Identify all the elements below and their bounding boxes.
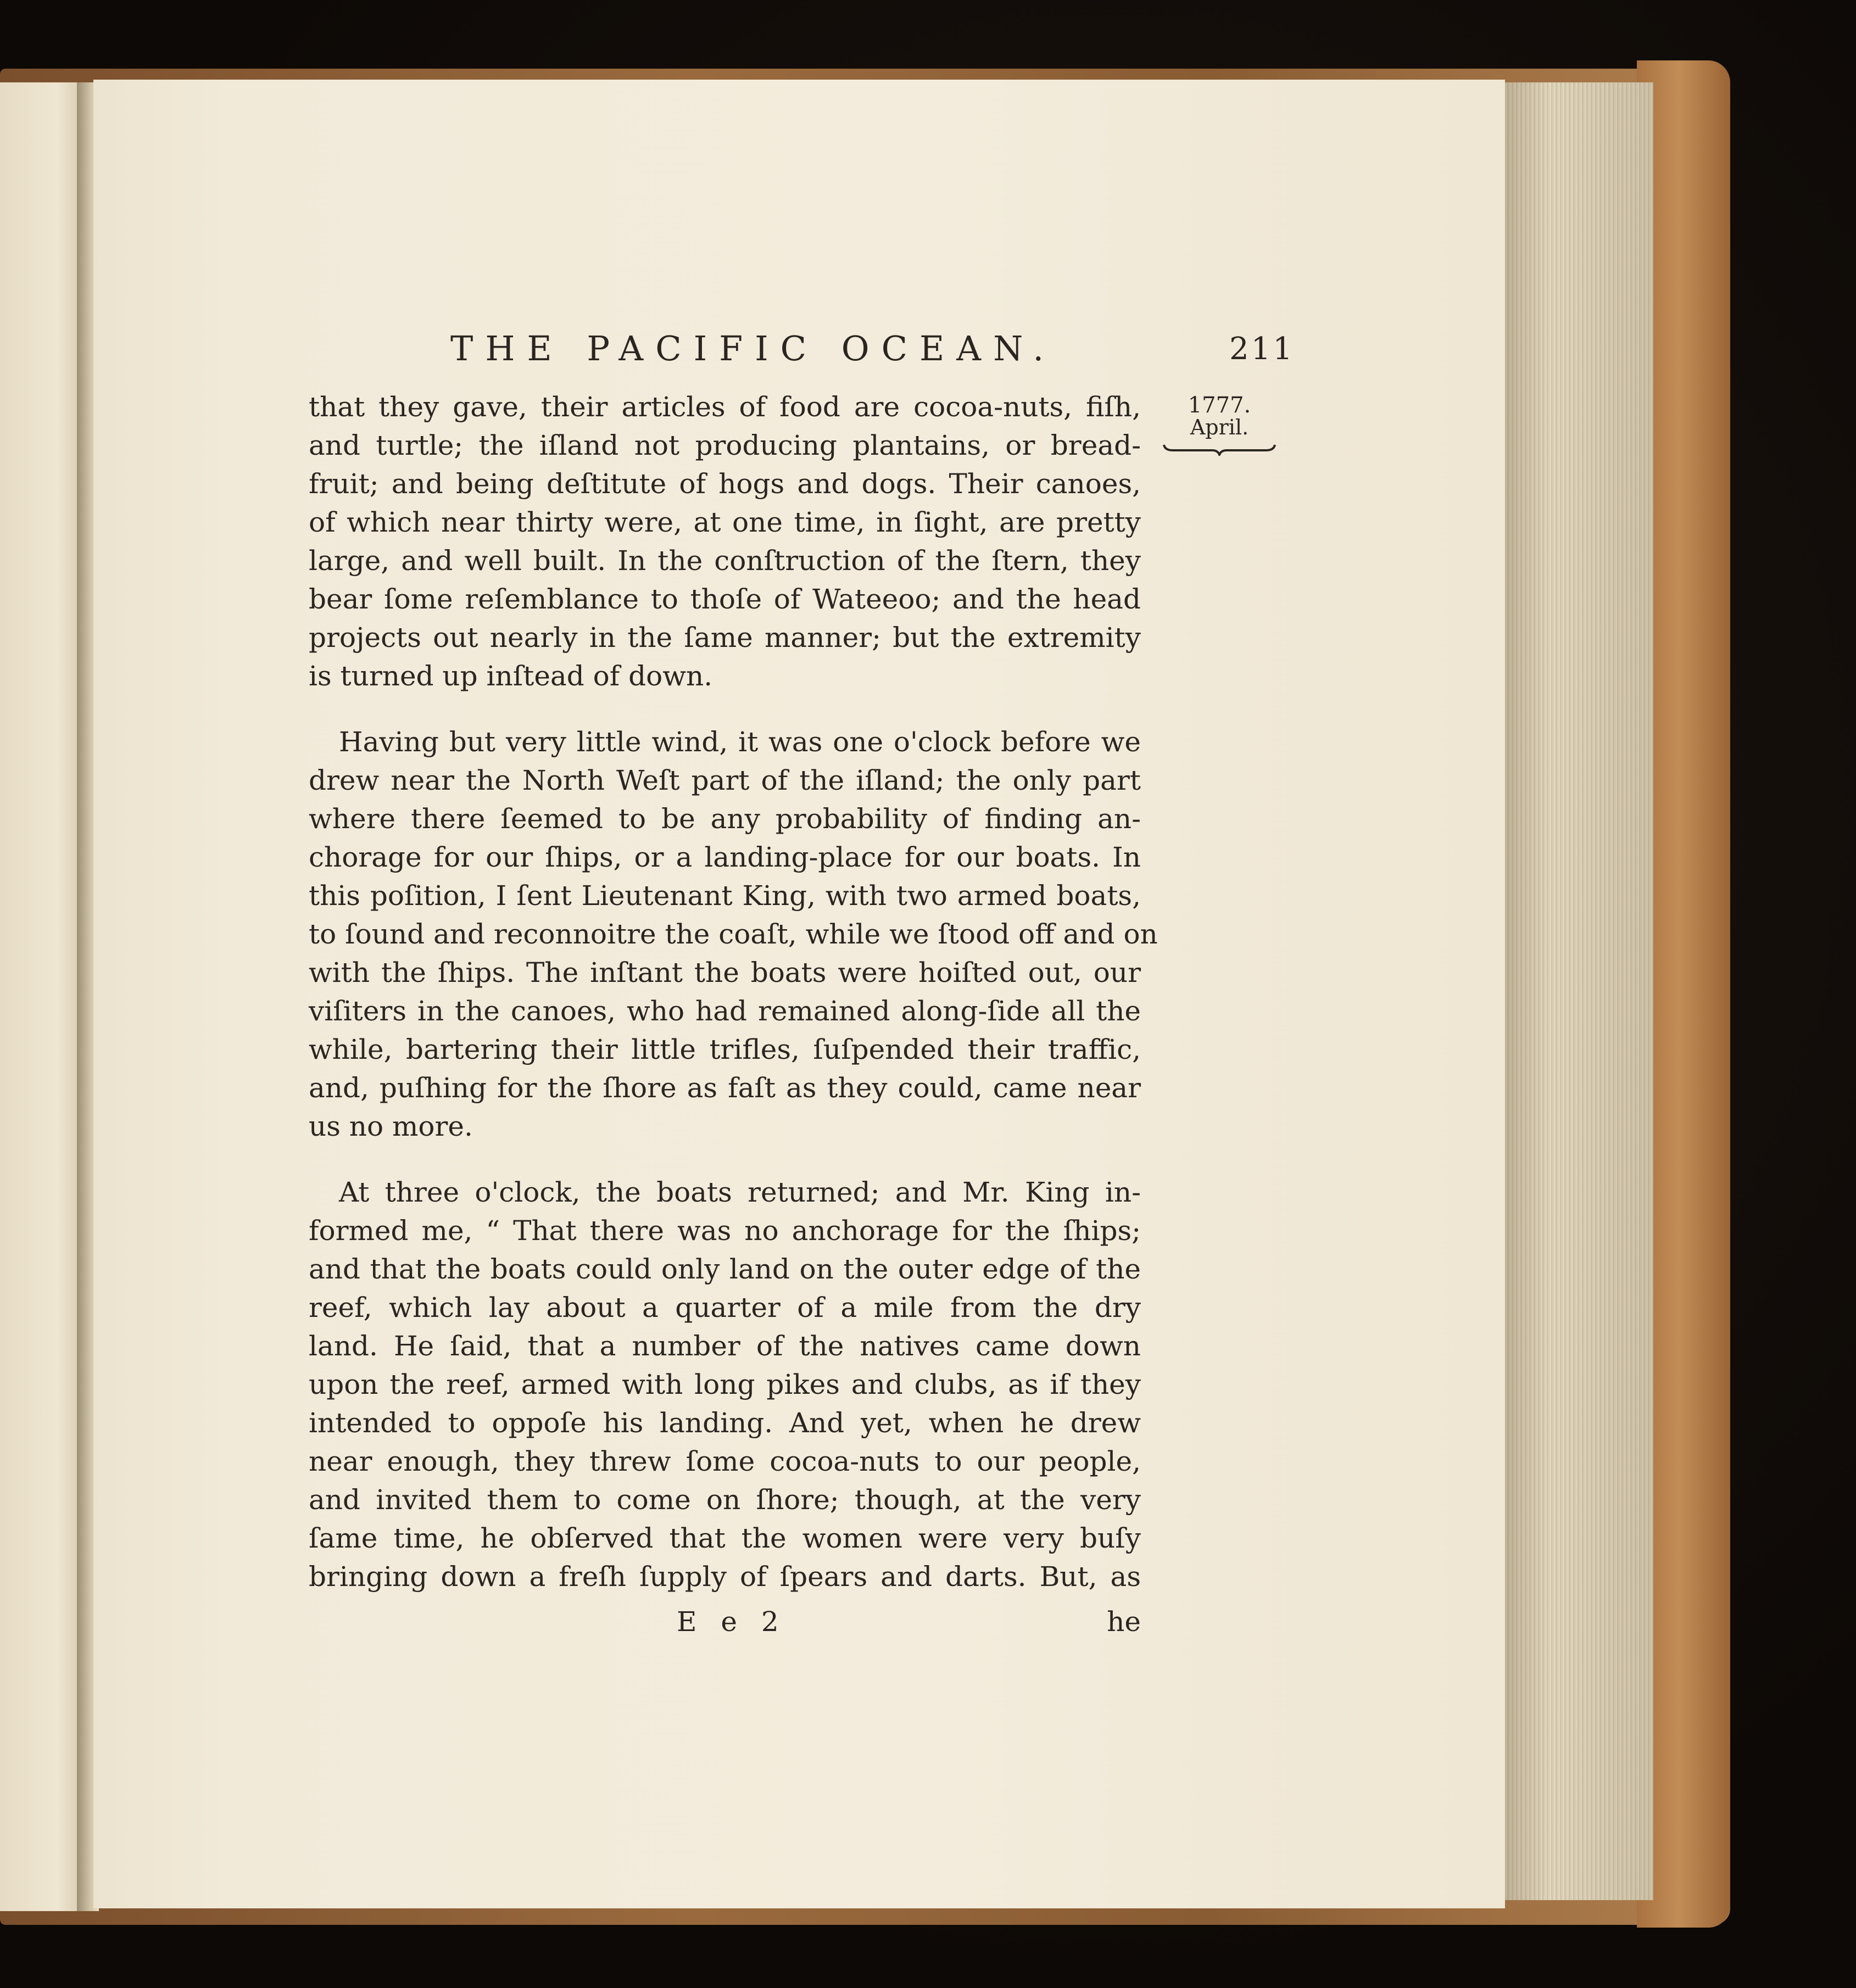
margin-month: April. xyxy=(1190,415,1249,439)
text-line: fruit; and being deſtitute of hogs and dogs. Their canoes, xyxy=(309,468,1141,500)
text-line: us no more. xyxy=(309,1110,473,1142)
brace-icon xyxy=(1162,443,1277,456)
text-line: and, puſhing for the ſhore as faſt as they could, came near xyxy=(309,1072,1141,1104)
text-line: while, bartering their little trifles, ſuſpended their traffic, xyxy=(309,1034,1141,1065)
margin-note xyxy=(1159,394,1280,456)
text-line: where there ſeemed to be any probability of finding an- xyxy=(309,803,1141,835)
text-line: Having but very little wind, it was one o'clock before we xyxy=(339,726,1141,758)
text-line: and that the boats could only land on the outer edge of the xyxy=(309,1253,1141,1285)
running-head: THE PACIFIC OCEAN. xyxy=(450,328,1056,368)
text-line: bear ſome reſemblance to thoſe of Wateeoo; and the head xyxy=(309,583,1141,615)
paragraph-3 xyxy=(309,1173,1141,1596)
text-line: is turned up inſtead of down. xyxy=(309,660,713,692)
text-line: reef, which lay about a quarter of a mile from the dry xyxy=(309,1292,1141,1324)
text-line: drew near the North Weſt part of the iſland; the only part xyxy=(309,764,1141,796)
text-line: of which near thirty were, at one time, in ſight, are pretty xyxy=(309,506,1141,538)
paragraph-2 xyxy=(309,723,1158,1146)
text-line: upon the reef, armed with long pikes and clubs, as if they xyxy=(309,1369,1141,1400)
text-line: chorage for our ſhips, or a landing-place for our boats. In xyxy=(309,841,1141,873)
page-edges-shade xyxy=(1505,82,1653,1900)
text-line: to ſound and reconnoitre the coaſt, while we ſtood off and on xyxy=(309,918,1158,950)
text-line: near enough, they threw ſome cocoa-nuts to our people, xyxy=(309,1445,1141,1477)
body-text xyxy=(309,388,1158,1596)
margin-year: 1777. xyxy=(1188,393,1251,418)
paragraph-1 xyxy=(309,388,1141,695)
text-line: intended to oppoſe his landing. And yet, when he drew xyxy=(309,1407,1141,1439)
text-line: viſiters in the canoes, who had remained along-ſide all the xyxy=(309,995,1141,1027)
text-line: and turtle; the iſland not producing plantains, or bread- xyxy=(309,429,1141,461)
text-line: with the ſhips. The inſtant the boats were hoiſted out, our xyxy=(309,957,1141,989)
text-line: land. He ſaid, that a number of the natives came down xyxy=(309,1330,1141,1362)
text-line: that they gave, their articles of food are cocoa-nuts, fiſh, xyxy=(309,391,1141,423)
text-line: large, and well built. In the conſtruction of the ſtern, they xyxy=(309,545,1141,577)
text-line: this poſition, I ſent Lieutenant King, with two armed boats, xyxy=(309,880,1141,912)
text-line: projects out nearly in the ſame manner; but the extremity xyxy=(309,622,1141,654)
text-line: and invited them to come on ſhore; though, at the very xyxy=(309,1484,1141,1516)
text-line: ſame time, he obſerved that the women were very buſy xyxy=(309,1522,1141,1554)
catchword: he xyxy=(1107,1606,1141,1638)
text-line: bringing down a freſh ſupply of ſpears and darts. But, as xyxy=(309,1561,1141,1593)
page-number: 211 xyxy=(1229,331,1295,367)
left-page xyxy=(0,82,82,1911)
text-line: At three o'clock, the boats returned; and Mr. King in- xyxy=(339,1176,1141,1208)
text-line: formed me, “ That there was no anchorage for the ſhips; xyxy=(309,1215,1141,1247)
page-footer xyxy=(309,1602,1141,1641)
signature-mark: E e 2 xyxy=(677,1606,787,1638)
